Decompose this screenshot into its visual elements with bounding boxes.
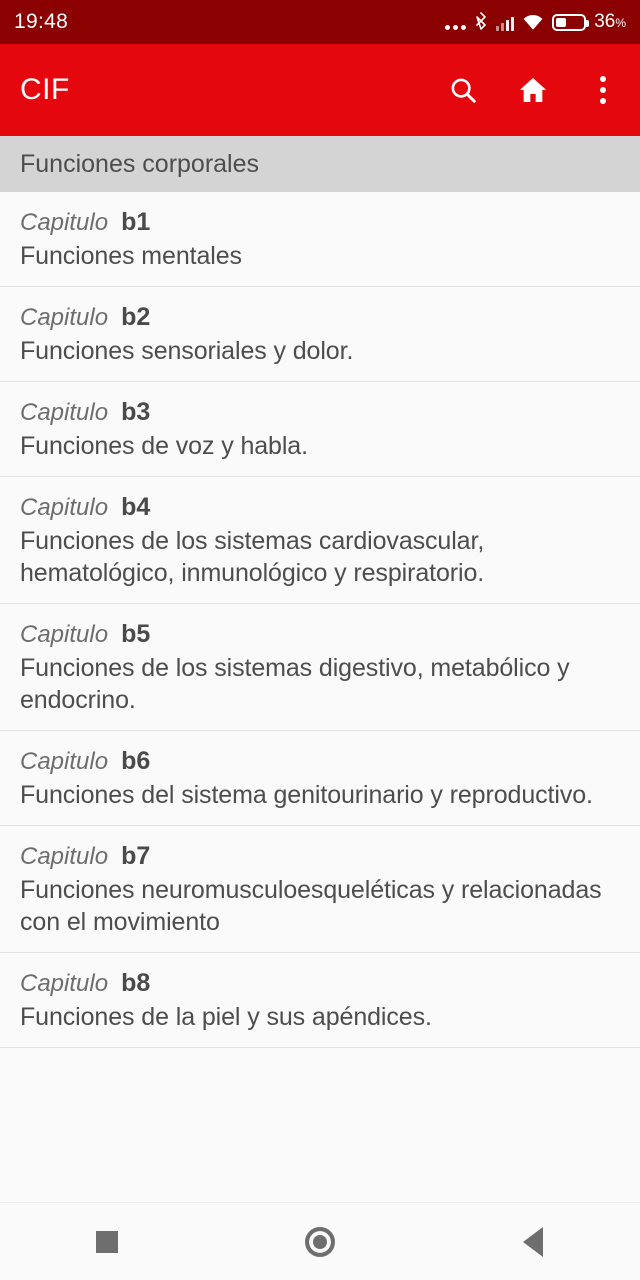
status-time: 19:48 <box>14 10 69 33</box>
list-item-head <box>20 398 620 427</box>
chapter-label: Capitulo <box>20 209 109 236</box>
chapter-code: b8 <box>121 969 151 997</box>
chapter-code: b7 <box>121 842 151 870</box>
chapter-code: b3 <box>121 398 151 426</box>
chapter-code: b4 <box>121 493 151 521</box>
more-dots-icon <box>445 12 466 32</box>
battery-percent-symbol: % <box>615 16 626 30</box>
chapter-label: Capitulo <box>20 304 109 331</box>
chapter-title: Funciones de voz y habla. <box>20 432 308 460</box>
section-header-label: Funciones corporales <box>20 149 260 178</box>
list-item[interactable] <box>0 731 640 826</box>
chapter-code: b5 <box>121 620 151 648</box>
battery-icon <box>552 14 586 31</box>
list-item[interactable] <box>0 826 640 953</box>
chapter-list <box>0 192 640 1202</box>
app-title: CIF <box>20 73 70 106</box>
app-bar <box>0 44 640 136</box>
search-icon[interactable] <box>446 73 480 107</box>
chapter-title: Funciones neuromusculoesqueléticas y relacionadas con el movimiento <box>20 876 602 936</box>
list-item[interactable] <box>0 382 640 477</box>
chapter-title: Funciones de los sistemas cardiovascular, hematológico, inmunológico y respiratorio. <box>20 527 485 587</box>
chapter-code: b2 <box>121 303 151 331</box>
chapter-label: Capitulo <box>20 843 109 870</box>
chapter-label: Capitulo <box>20 399 109 426</box>
list-item-head <box>20 493 620 522</box>
list-item-head <box>20 747 620 776</box>
status-bar <box>0 0 640 44</box>
list-item-head <box>20 842 620 871</box>
list-item-head <box>20 969 620 998</box>
chapter-title: Funciones del sistema genitourinario y reproductivo. <box>20 781 593 809</box>
list-item-head <box>20 303 620 332</box>
chapter-title: Funciones de los sistemas digestivo, metabólico y endocrino. <box>20 654 570 714</box>
list-item[interactable] <box>0 477 640 604</box>
chapter-code: b6 <box>121 747 151 775</box>
chapter-code: b1 <box>121 208 151 236</box>
home-icon[interactable] <box>516 73 550 107</box>
chapter-title: Funciones de la piel y sus apéndices. <box>20 1003 432 1031</box>
list-item[interactable] <box>0 953 640 1048</box>
list-item[interactable] <box>0 287 640 382</box>
bluetooth-icon <box>474 12 488 32</box>
battery-percent-value: 36 <box>594 11 616 32</box>
chapter-label: Capitulo <box>20 621 109 648</box>
list-item[interactable] <box>0 192 640 287</box>
cellular-signal-icon <box>496 13 514 31</box>
circle-icon <box>305 1227 335 1257</box>
status-icons <box>445 11 626 33</box>
list-item[interactable] <box>0 604 640 731</box>
list-item-head <box>20 208 620 237</box>
recents-button[interactable] <box>90 1225 124 1259</box>
triangle-back-icon <box>523 1227 543 1257</box>
square-icon <box>96 1231 118 1253</box>
chapter-label: Capitulo <box>20 494 109 521</box>
overflow-menu-icon[interactable] <box>586 73 620 107</box>
battery-percent <box>594 11 626 33</box>
chapter-label: Capitulo <box>20 970 109 997</box>
chapter-title: Funciones mentales <box>20 242 242 270</box>
back-button[interactable] <box>516 1225 550 1259</box>
list-item-head <box>20 620 620 649</box>
system-navigation-bar <box>0 1202 640 1280</box>
chapter-title: Funciones sensoriales y dolor. <box>20 337 354 365</box>
wifi-icon <box>522 13 544 31</box>
section-header <box>0 136 640 192</box>
home-button[interactable] <box>303 1225 337 1259</box>
app-bar-actions <box>446 73 620 107</box>
chapter-label: Capitulo <box>20 748 109 775</box>
